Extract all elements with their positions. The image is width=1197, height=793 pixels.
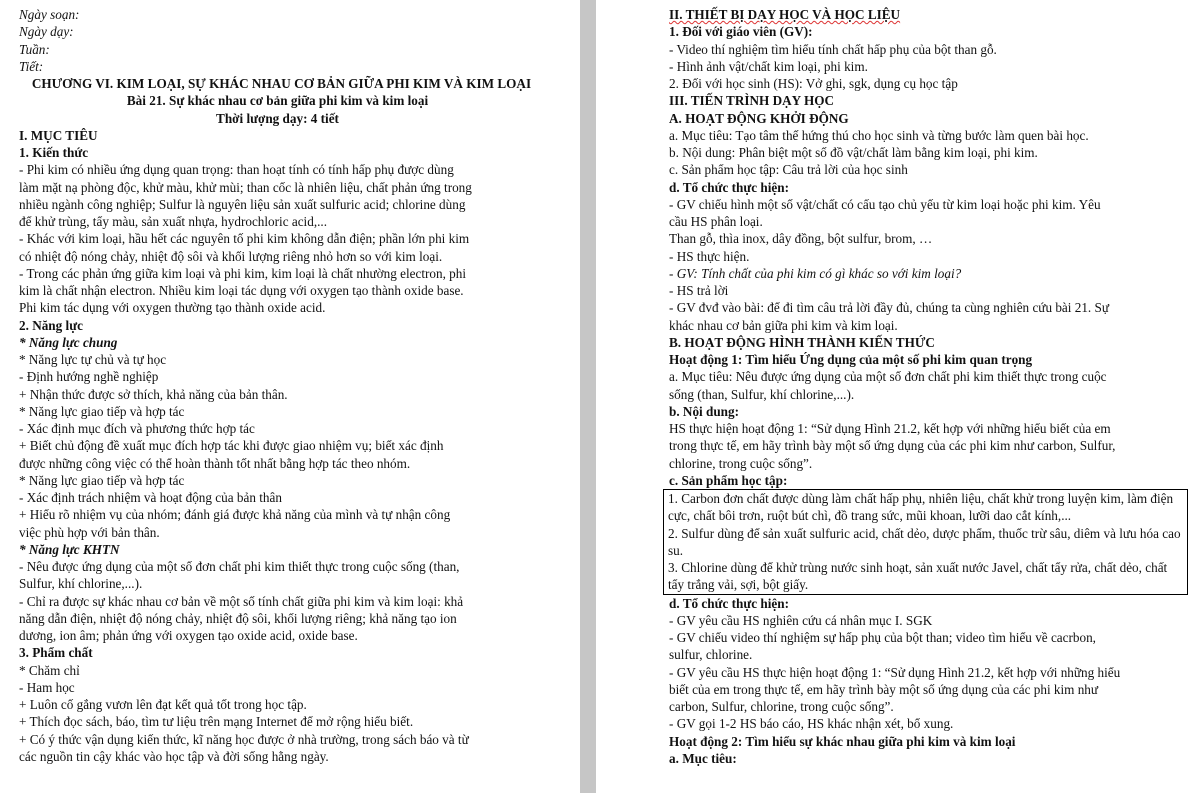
text-line: III. TIẾN TRÌNH DẠY HỌC [669,93,835,109]
text-line: - HS thực hiện. [669,248,750,264]
text-line: + Biết chủ động đề xuất mục đích hợp tác khi được giao nhiệm vụ; biết xác định [19,438,444,454]
text-line: + Hiểu rõ nhiệm vụ của nhóm; đánh giá được khả năng của mình và tự nhận công [19,507,451,523]
section-title [669,6,1188,23]
text-line: - Video thí nghiệm tìm hiểu tính chất hấp phụ của bột than gỗ. [669,41,997,57]
text-line: dương, ion âm; phản ứng với oxygen tạo oxide acid, oxide base. [19,628,358,643]
text-line: - Hình ảnh vật/chất kim loại, phi kim. [669,58,868,74]
text-line: - Nêu được ứng dụng của một số đơn chất phi kim thiết thực trong cuộc sống (than, [19,559,460,574]
text-line: c. Sản phẩm học tập: Câu trả lời của học sinh [669,162,908,178]
section-title-text: II. THIẾT BỊ DẠY HỌC VÀ HỌC LIỆU [669,7,901,22]
text-line: được những công việc có thể hoàn thành tốt nhất bằng hợp tác theo nhóm. [19,455,411,471]
text-line: * Năng lực giao tiếp và hợp tác [19,403,185,419]
text-line: sulfur, chlorine. [669,647,753,663]
text-line: b. Nội dung: [669,403,739,419]
text-line: d. Tổ chức thực hiện: [669,179,789,195]
text-line: a. Mục tiêu: Nêu được ứng dụng của một số đơn chất phi kim thiết thực trong cuộc [669,369,1107,385]
left-body [19,127,536,765]
text-line: làm mặt nạ phòng độc, khử màu, khử mùi; than cốc là nhiên liệu, chất phản ứng trong [19,179,472,195]
text-line: 1. Kiến thức [19,145,89,160]
text-line: - GV yêu cầu HS thực hiện hoạt động 1: “Sử dụng Hình 21.2, kết hợp với những hiểu [669,664,1121,680]
text-line: sống (than, Sulfur, khí chlorine,...). [669,386,855,402]
lesson-title: Bài 21. Sự khác nhau cơ bản giữa phi kim và kim loại [126,93,429,109]
text-line: - GV: Tính chất của phi kim có gì khác so với kim loại? [669,265,962,281]
text-line: kim là chất nhận electron. Nhiều kim loại tác dụng với oxygen tạo thành oxide base. [19,283,464,298]
text-line: + Nhận thức được sở thích, khả năng của bản thân. [19,386,288,402]
meta-line: Ngày soạn: [19,7,80,22]
document-page-left [0,0,580,793]
text-line: - Phi kim có nhiều ứng dụng quan trọng: than hoạt tính có tính hấp phụ được dùng [19,162,454,178]
text-line: * Năng lực giao tiếp và hợp tác [19,472,185,488]
text-line: - Chỉ ra được sự khác nhau cơ bản về một số tính chất giữa phi kim và kim loại: khả [19,593,464,609]
text-line: để khử trùng, tẩy màu, sản xuất nhựa, hydrochloric acid,... [19,214,328,229]
text-line: cầu HS phân loại. [669,214,763,229]
text-line: trong thực tế, em hãy trình bày một số ứng dụng của các phi kim như carbon, Sulfur, [669,438,1116,454]
text-line: a. Mục tiêu: Tạo tâm thế hứng thú cho học sinh và từng bước làm quen bài học. [669,127,1089,143]
text-line: B. HOẠT ĐỘNG HÌNH THÀNH KIẾN THỨC [669,334,935,350]
text-line: biết của em trong thực tế, em hãy trình bày một số ứng dụng của các phi kim như [669,681,1099,697]
box-item: 2. Sulfur dùng để sản xuất sulfuric acid, chất dẻo, dược phẩm, thuốc trừ sâu, diêm và lưu hóa cao su. [668,525,1181,558]
text-line: việc phù hợp với bản thân. [19,524,160,540]
text-line: - GV chiếu hình một số vật/chất có cấu tạo chủ yếu từ kim loại hoặc phi kim. Yêu [669,196,1101,212]
meta-line: Tuần: [19,41,50,57]
text-line: có nhiệt độ nóng chảy, nhiệt độ sôi và khối lượng riêng nhỏ hơn so với kim loại. [19,248,443,264]
text-line: - GV chiếu video thí nghiệm sự hấp phụ của bột than; video tìm hiểu về cacrbon, [669,630,1096,645]
text-line: Hoạt động 1: Tìm hiểu Ứng dụng của một số phi kim quan trọng [669,352,1033,367]
text-line: * Năng lực chung [19,334,118,350]
text-line: - Ham học [19,679,75,695]
text-line: 2. Năng lực [19,317,83,333]
text-line: * Chăm chỉ [19,662,80,678]
text-line: + Luôn cố gắng vươn lên đạt kết quả tốt trong học tập. [19,697,307,712]
text-line: - HS trả lời [669,283,729,298]
box-item: 1. Carbon đơn chất được dùng làm chất hấp phụ, nhiên liệu, chất khử trong luyện kim, làm điện cực, chất bôi trơn, ruột bút chì, đồ trang sức, mũi khoan, lưỡi dao cắt kính,... [668,491,1174,524]
text-line: năng dẫn điện, nhiệt độ nóng chảy, nhiệt độ sôi, khối lượng riêng; khả năng tạo ion [19,610,457,626]
text-line: 2. Đối với học sinh (HS): Vở ghi, sgk, dụng cụ học tập [669,76,958,91]
text-line: nhiều ngành công nghiệp; Sulfur là nguyên liệu sản xuất sulfuric acid; chlorine dùng [19,196,466,212]
text-line: I. MỤC TIÊU [19,127,98,143]
box-item: 3. Chlorine dùng để khử trùng nước sinh hoạt, sản xuất nước Javel, chất tẩy rửa, chất dẻo, chất tẩy trắng vải, sợi, bột giấy. [668,560,1168,593]
document-page-right [596,0,1197,793]
text-line: - GV gọi 1-2 HS báo cáo, HS khác nhận xét, bổ xung. [669,716,954,732]
chapter-title: CHƯƠNG VI. KIM LOẠI, SỰ KHÁC NHAU CƠ BẢN GIỮA PHI KIM VÀ KIM LOẠI [31,76,532,91]
product-box [663,489,1188,595]
text-line: Sulfur, khí chlorine,...). [19,576,143,592]
text-line: 1. Đối với giáo viên (GV): [669,24,813,40]
lesson-duration: Thời lượng dạy: 4 tiết [216,110,339,126]
right-body-top [669,23,1188,489]
text-line: 3. Phẩm chất [19,645,93,661]
text-line: khác nhau cơ bản giữa phi kim và kim loại. [669,317,898,333]
text-line: Than gỗ, thìa inox, dây đồng, bột sulfur, brom, … [669,231,933,247]
text-line: * Năng lực KHTN [19,541,120,557]
text-line: + Có ý thức vận dụng kiến thức, kĩ năng học được ở nhà trường, trong sách báo và từ [19,731,469,747]
text-line: - Định hướng nghề nghiệp [19,369,159,385]
text-line: - GV đvđ vào bài: để đi tìm câu trả lời đầy đủ, chúng ta cùng nghiên cứu bài 21. Sự [669,300,1110,316]
right-body-bottom [669,595,1188,768]
text-line: carbon, Sulfur, chlorine, trong cuộc sống”. [669,699,894,714]
text-line: b. Nội dung: Phân biệt một số đồ vật/chất làm bằng kim loại, phi kim. [669,145,1038,160]
text-line: - Trong các phản ứng giữa kim loại và phi kim, kim loại là chất nhường electron, phi [19,265,467,281]
text-line: * Năng lực tự chủ và tự học [19,352,167,367]
text-line: a. Mục tiêu: [669,750,737,766]
meta-line: Tiết: [19,58,44,74]
text-line: Hoạt động 2: Tìm hiểu sự khác nhau giữa phi kim và kim loại [669,733,1016,749]
text-line: - GV yêu cầu HS nghiên cứu cá nhân mục I. SGK [669,612,933,628]
text-line: A. HOẠT ĐỘNG KHỞI ĐỘNG [669,110,849,126]
text-line: d. Tổ chức thực hiện: [669,595,789,611]
text-line: Phi kim tác dụng với oxygen thường tạo thành oxide acid. [19,300,326,316]
text-line: - Khác với kim loại, hầu hết các nguyên tố phi kim không dẫn điện; phần lớn phi kim [19,231,470,247]
text-line: HS thực hiện hoạt động 1: “Sử dụng Hình 21.2, kết hợp với những hiểu biết của em [669,421,1111,436]
text-line: + Thích đọc sách, báo, tìm tư liệu trên mạng Internet để mở rộng hiểu biết. [19,714,414,730]
text-line: - Xác định mục đích và phương thức hợp tác [19,421,255,436]
text-line: chlorine, trong cuộc sống”. [669,455,813,471]
meta-line: Ngày dạy: [19,24,74,40]
text-line: các nguồn tin cậy khác vào học tập và đời sống hằng ngày. [19,748,329,764]
text-line: c. Sản phẩm học tập: [669,472,788,488]
text-line: - Xác định trách nhiệm và hoạt động của bản thân [19,490,282,505]
